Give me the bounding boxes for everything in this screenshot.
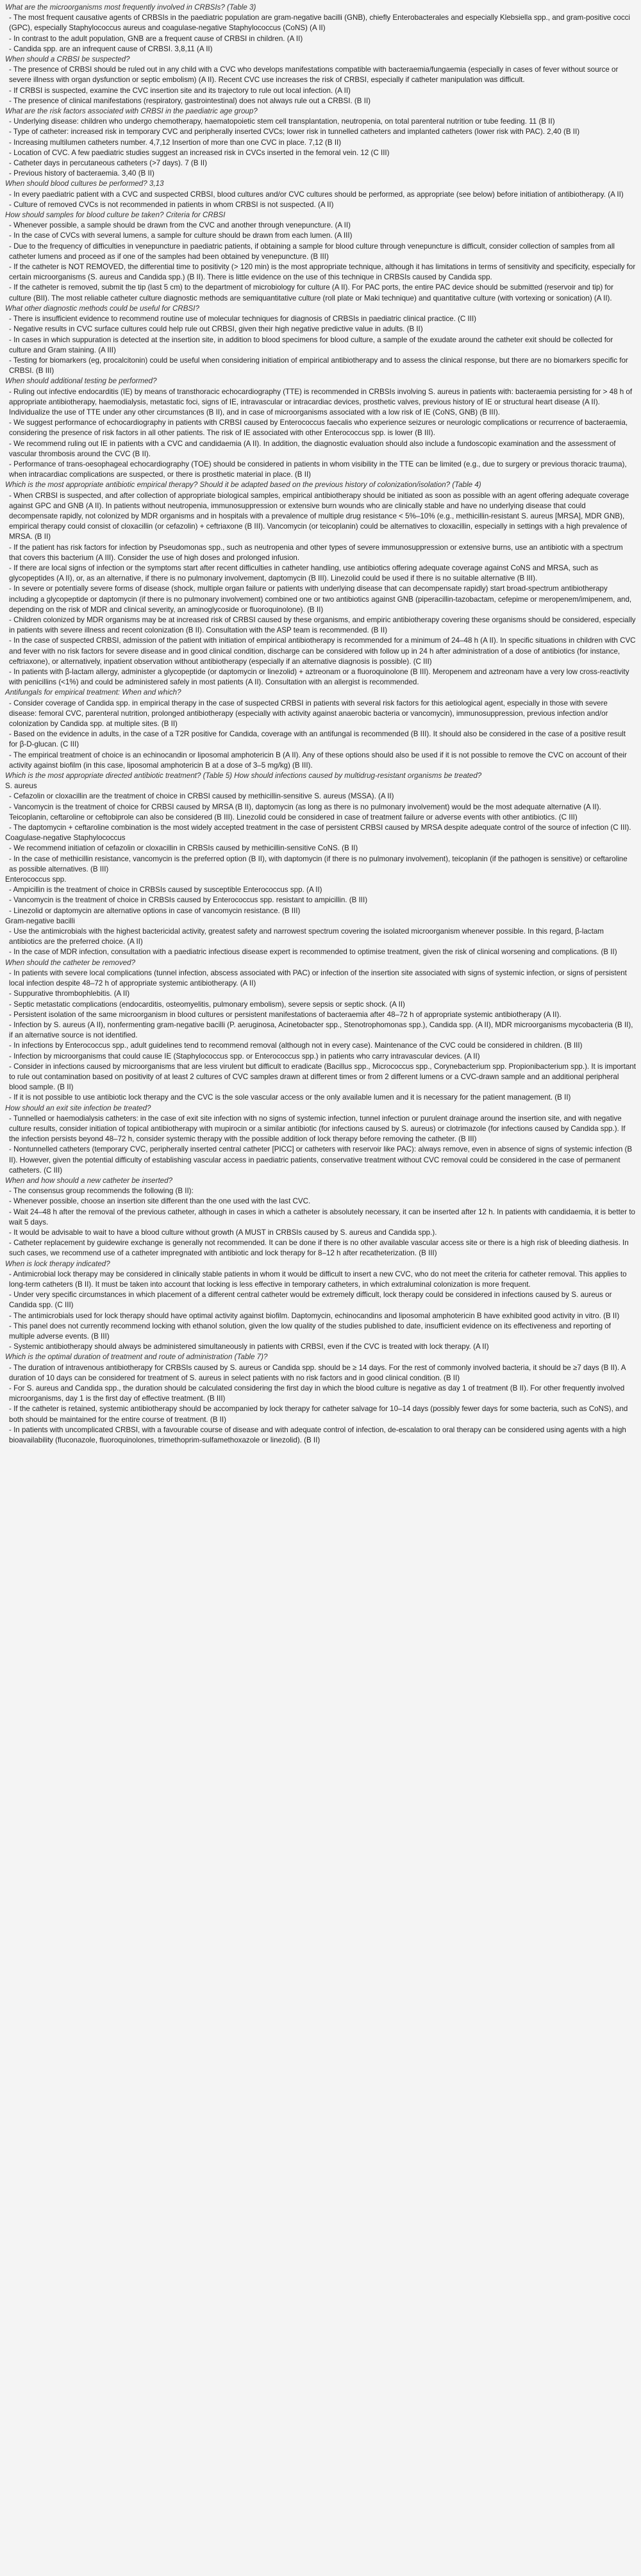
recommendation-item: - The daptomycin + ceftaroline combination is the most widely accepted treatment in the case of persistent CRBSI caused by MRSA despite adequate control of the source of infection (C III). xyxy=(9,823,631,832)
recommendation-item: - Testing for biomarkers (eg, procalcitonin) could be useful when considering initiation of empirical antibiotherapy and to assess the clinical response, but there are no biomarkers specific for CRBSI. (B III) xyxy=(9,356,628,376)
recommendation-item: - In the case of methicillin resistance, vancomycin is the preferred option (B II), with daptomycin (if there is no pulmonary involvement), teicoplanin (if the pathogen is sensitive) or ceftaroline as possible alternatives. (B III) xyxy=(9,854,628,873)
section-question: When and how should a new catheter be inserted? xyxy=(5,1176,173,1185)
section-question: How should an exit site infection be treated? xyxy=(5,1103,151,1112)
recommendation-item: - If it is not possible to use antibiotic lock therapy and the CVC is the sole vascular access or the only available lumen and it is necessary for the patient management. (B II) xyxy=(9,1093,571,1102)
recommendation-item: - Systemic antibiotherapy should always be administered simultaneously in patients with CRBSI, even if the CVC is treated with lock therapy. (A II) xyxy=(9,1342,489,1351)
recommendation-item: - We recommend ruling out IE in patients with a CVC and candidaemia (A II). In addition, the diagnostic evaluation should also include a fundoscopic examination and the assessment of vascular thrombosis around the CVC (B II). xyxy=(9,439,616,458)
section-question: When should blood cultures be performed? 3,13 xyxy=(5,179,164,188)
subsection-heading: Coagulase-negative Staphylococcus xyxy=(5,834,126,843)
recommendation-item: - Vancomycin is the treatment of choice in CRBSIs caused by Enterococcus spp. resistant to ampicillin. (B III) xyxy=(9,896,368,905)
recommendation-item: - Whenever possible, choose an insertion site different than the one used with the last CVC. xyxy=(9,1197,311,1206)
recommendation-item: - Consider in infections caused by microorganisms that are less virulent but difficult to eradicate (Bacillus spp., Micrococcus spp., Corynebacterium spp. Propionibacterium spp.). It is important to rule out contamination based on positivity of at least 2 cultures of CVC samples drawn at different times or from 2 different lumens or a CVC-drawn sample and an additional peripheral blood sample. (B II) xyxy=(9,1062,636,1092)
recommendation-item: - Wait 24–48 h after the removal of the previous catheter, although in cases in which a catheter is absolutely necessary, it can be inserted after 12 h. In patients with candidaemia, it is better to wait 5 days. xyxy=(9,1207,635,1226)
recommendation-item: - Location of CVC. A few paediatric studies suggest an increased risk in CVCs inserted in the femoral vein. 12 (C III) xyxy=(9,148,390,157)
section-question: Which is the most appropriate antibiotic empirical therapy? Should it be adapted based on the previous history of colonization/isolation? (Table 4) xyxy=(5,481,481,490)
recommendation-item: - Persistent isolation of the same microorganism in blood cultures or persistent manifestations of bacteraemia after 48–72 h of appropriate systemic antibiotherapy (A II). xyxy=(9,1010,562,1019)
recommendation-item: - Children colonized by MDR organisms may be at increased risk of CRBSI caused by these organisms, and empiric antibiotherapy covering these organisms should be considered, especially in patients with severe illness and recent colonization (B II). Consultation with the ASP team is recommended. (B II) xyxy=(9,615,636,635)
recommendation-item: - Underlying disease: children who undergo chemotherapy, haematopoietic stem cell transplantation, neutropenia, on total parenteral nutrition or tube feeding. 11 (B II) xyxy=(9,117,555,126)
recommendation-item: - Infection by microorganisms that could cause IE (Staphylococcus spp. or Enterococcus spp.) in patients who carry intravascular devices. (A II) xyxy=(9,1052,480,1061)
recommendation-item: - If the patient has risk factors for infection by Pseudomonas spp., such as neutropenia and other types of severe immunosuppression or extensive burns, use an antibiotic with a spectrum that covers this bacterium (A III). Consider the use of high doses and prolonged infusion. xyxy=(9,543,623,562)
recommendation-item: - Nontunnelled catheters (temporary CVC, peripherally inserted central catheter [PICC] or catheters with reservoir like PAC): always remove, even in absence of signs of systemic infection (B II). However, given the potential difficulty of establishing vascular access in paediatric patients, conservative treatment without CVC removal could be considered in the case of permanent catheters. (C III) xyxy=(9,1145,633,1175)
recommendation-item: - There is insufficient evidence to recommend routine use of molecular techniques for diagnosis of CRBSIs in paediatric clinical practice. (C III) xyxy=(9,315,477,324)
subsection-heading: S. aureus xyxy=(5,782,37,791)
recommendation-item: - The most frequent causative agents of CRBSIs in the paediatric population are gram-negative bacilli (GNB), chiefly Enterobacterales and especially Klebsiella spp., and gram-positive cocci (GPC), especially Staphylococcus aureus and coagulase-negative Staphylococcus (CoNS) (A II) xyxy=(9,13,631,33)
recommendation-item: - This panel does not currently recommend locking with ethanol solution, given the low quality of the studies published to date, insufficient evidence on its effectiveness and reporting of multiple adverse events. (B III) xyxy=(9,1321,612,1341)
recommendation-item: - Due to the frequency of difficulties in venepuncture in paediatric patients, if obtaining a sample for blood culture through venepuncture is difficult, consider collection of samples from all catheter lumens and proceed as if one of the samples had been obtained by venepuncture. (B III) xyxy=(9,242,615,261)
recommendation-item: - Ampicillin is the treatment of choice in CRBSIs caused by susceptible Enterococcus spp. (A II) xyxy=(9,886,322,895)
recommendation-item: - If there are local signs of infection or the symptoms start after recent difficulties in catheter handling, use antibiotics offering adequate coverage against CoNS and MRSA, such as glycopeptides (A II), or, as an alternative, if there is no pulmonary involvement, daptomycin (B III). Linezolid could be used if there is no suitable alternative (B III). xyxy=(9,563,599,583)
recommendation-item: - When CRBSI is suspected, and after collection of appropriate biological samples, empirical antibiotherapy should be initiated as soon as possible with an agent offering adequate coverage against GPC and GNB (A II). In patients without neutropenia, immunosuppression or extensive burn wounds who are clinically stable and have no underlying disease that could decompensate rapidly, not colonized by MDR organisms and in hospitals with a prevalence of multiple drug resistance < 5%–10% (e.g., methicillin-resistant S. aureus [MRSA], MDR GNB), empirical therapy could consist of cloxacillin (or cefazolin) + ceftriaxone (B III). Vancomycin (or teicoplanin) could be alternatives to cloxacillin, especially in settings with a high prevalence of MRSA. (B II) xyxy=(9,491,629,541)
recommendation-item: - Vancomycin is the treatment of choice for CRBSI caused by MRSA (B II), daptomycin (as long as there is no pulmonary involvement) would be the most adequate alternative (A II). Teicoplanin, ceftaroline or ceftobiprole can also be considered (B III). Linezolid could be considered in case of treatment failure or adverse events with other antibiotics. (C III) xyxy=(9,802,601,822)
subsection-heading: Gram-negative bacilli xyxy=(5,916,75,925)
recommendation-item: - Performance of trans-oesophageal echocardiography (TOE) should be considered in patients in whom visibility in the TTE can be limited (e.g., due to surgery or previous thoracic trauma), when intracardiac complications are suspected, or there is prosthetic material in place. (B II) xyxy=(9,459,627,479)
section-question: What are the microorganisms most frequently involved in CRBSIs? (Table 3) xyxy=(5,3,256,12)
recommendation-item: - In patients with severe local complications (tunnel infection, abscess associated with PAC) or infection of the insertion site associated with signs of systemic infection, or signs of persistent local infection despite 48–72 h of appropriate systemic antibiotherapy. (A II) xyxy=(9,968,627,988)
section-question: Which is the optimal duration of treatment and route of administration (Table 7)? xyxy=(5,1353,268,1362)
recommendation-item: - Cefazolin or cloxacillin are the treatment of choice in CRBSI caused by methicillin-sensitive S. aureus (MSSA). (A II) xyxy=(9,792,394,801)
recommendation-item: - For S. aureus and Candida spp., the duration should be calculated considering the first day in which the blood culture is negative as day 1 of treatment (B II). For other frequently involved microorganisms, day 1 is the first day of effective treatment. (B III) xyxy=(9,1384,625,1403)
recommendation-item: - In infections by Enterococcus spp., adult guidelines tend to recommend removal (although not in every case). Maintenance of the CVC could be considered in children. (B III) xyxy=(9,1041,583,1050)
recommendation-item: - In the case of MDR infection, consultation with a paediatric infectious disease expert is recommended to optimise treatment, given the risk of clinical worsening and complications. (B II) xyxy=(9,948,617,957)
recommendation-item: - In every paediatric patient with a CVC and suspected CRBSI, blood cultures and/or CVC cultures should be performed, as appropriate (see below) before initiation of antibiotherapy. (A II) xyxy=(9,190,624,199)
recommendation-item: - In patients with uncomplicated CRBSI, with a favourable course of disease and with adequate control of infection, de-escalation to oral therapy can be considered using agents with a high bioavailability (fluconazole, fluoroquinolones, trimethoprim-sulfamethoxazole or linezolid). (B II) xyxy=(9,1425,626,1445)
section-question: What are the risk factors associated with CRBSI in the paediatric age group? xyxy=(5,107,258,116)
recommendation-item: - Consider coverage of Candida spp. in empirical therapy in the case of suspected CRBSI in patients with several risk factors for this aetiological agent, especially in those with severe disease: femoral CVC, parenteral nutrition, prolonged antibiotherapy (especially with activity against anaerobic bacteria or vancomycin), immunosuppression, previous infection and/or colonization by Candida spp. at multiple sites. (B II) xyxy=(9,698,608,729)
section-question: When should additional testing be performed? xyxy=(5,377,157,386)
recommendation-item: - Culture of removed CVCs is not recommended in patients in whom CRBSI is not suspected. (A II) xyxy=(9,200,334,209)
recommendation-item: - Increasing multilumen catheters number. 4,7,12 Insertion of more than one CVC in place. 7,12 (B II) xyxy=(9,138,342,147)
recommendation-item: - Whenever possible, a sample should be drawn from the CVC and another through venepuncture. (A II) xyxy=(9,221,351,230)
section-question: When should a CRBSI be suspected? xyxy=(5,55,130,64)
recommendation-item: - The consensus group recommends the following (B II): xyxy=(9,1187,194,1196)
recommendation-item: - If the catheter is NOT REMOVED, the differential time to positivity (> 120 min) is the most appropriate technique, although it has limitations in terms of sensitivity and specificity, especially for certain microorganisms (S. aureus and Candida spp.) (B II). There is little evidence on the use of this technique in CRBSIs caused by Candida spp. xyxy=(9,263,636,282)
recommendation-item: - If the catheter is retained, systemic antibiotherapy should be accompanied by lock therapy for catheter salvage for 10–14 days (possibly fewer days for some bacteria, such as CoNS), and both should be maintained for the entire course of treatment. (B II) xyxy=(9,1405,628,1424)
recommendation-item: - Ruling out infective endocarditis (IE) by means of transthoracic echocardiography (TTE) is recommended in CRBSIs involving S. aureus in patients with: bacteraemia persisting for > 48 h of appropriate antibiotherapy, haemodialysis, metastatic foci, signs of IE, intravascular or intracardiac devices, prosthetic valves, previous history of IE or structural heart disease (A II). Individualize the use of TTE under any other circumstances (B II), and in case of microorganisms associated with a low risk of IE (CoNS, GNB) (B III). xyxy=(9,387,633,417)
section-question: What other diagnostic methods could be useful for CRBSI? xyxy=(5,304,199,313)
subsection-heading: Enterococcus spp. xyxy=(5,875,67,884)
section-question: Antifungals for empirical treatment: When and which? xyxy=(5,688,181,697)
recommendation-item: - Catheter days in percutaneous catheters (>7 days). 7 (B II) xyxy=(9,159,207,168)
recommendation-item: - Suppurative thrombophlebitis. (A II) xyxy=(9,989,130,998)
recommendation-item: - The antimicrobials used for lock therapy should have optimal activity against biofilm. Daptomycin, echinocandins and liposomal amphotericin B have exhibited good activity in vitro. (B II) xyxy=(9,1311,620,1320)
recommendation-item: - Tunnelled or haemodialysis catheters: in the case of exit site infection with no signs of systemic infection, tunnel infection or purulent drainage around the insertion site, and with negative culture results, consider initiation of topical antibiotherapy with mupirocin or a similar antibiotic (for infections caused by S. aureus) or clotrimazole (for infections caused by Candida spp.). If the infection persists beyond 48–72 h, consider systemic therapy with the possible addition of lock therapy before removing the catheter. (B III) xyxy=(9,1114,626,1144)
recommendation-item: - In contrast to the adult population, GNB are a frequent cause of CRBSI in children. (A II) xyxy=(9,34,303,43)
recommendation-item: - In the case of CVCs with several lumens, a sample for culture should be drawn from each lumen. (A III) xyxy=(9,231,353,240)
recommendation-item: - Previous history of bacteraemia. 3,40 (B II) xyxy=(9,169,154,178)
recommendation-item: - If CRBSI is suspected, examine the CVC insertion site and its trajectory to rule out local infection. (A II) xyxy=(9,86,351,95)
section-question: When is lock therapy indicated? xyxy=(5,1259,110,1268)
recommendation-item: - In patients with β-lactam allergy, administer a glycopeptide (or daptomycin or linezolid) + aztreonam or a fluoroquinolone (B III). Meropenem and aztreonam have a very low cross-reactivity with penicillins (<1%) and could be administered safely in most patients (A II). Consultation with an allergist is recommended. xyxy=(9,668,629,687)
recommendation-item: - Under very specific circumstances in which placement of a different central catheter would be extremely difficult, lock therapy could be considered in infections caused by S. aureus or Candida spp. (C III) xyxy=(9,1291,612,1310)
recommendation-item: - In severe or potentially severe forms of disease (shock, multiple organ failure or patients with underlying disease that can decompensate rapidly) start broad-spectrum antibiotherapy including a glycopeptide or daptomycin (if there is no pulmonary involvement) combined one or two antibiotics against GNB (piperacillin-tazobactam, cefepime or meropenem/imipenem, and, depending on the risk of MDR and clinical severity, an aminoglycoside or fluoroquinolone). (B II) xyxy=(9,584,632,614)
recommendation-item: - If the catheter is removed, submit the tip (last 5 cm) to the department of microbiology for culture (A II). For PAC ports, the entire PAC device should be submitted (reservoir and tip) for culture (BII). The most reliable catheter culture diagnostic methods are semiquantitative culture (roll plate or Maki technique) and quantitative culture (with vortexing or sonication) (A II). xyxy=(9,283,613,302)
recommendation-item: - Negative results in CVC surface cultures could help rule out CRBSI, given their high negative predictive value in adults. (B II) xyxy=(9,325,423,334)
recommendation-item: - The presence of CRBSI should be ruled out in any child with a CVC who develops manifestations compatible with bacteraemia/fungaemia (especially in cases of fever without source or severe illness with organ dysfunction or septic embolism) (A II). Recent CVC use increases the risk of CRBSI, especially if catheter manipulation was difficult. xyxy=(9,65,619,85)
recommendation-item: - Antimicrobial lock therapy may be considered in clinically stable patients in whom it would be difficult to insert a new CVC, who do not meet the criteria for catheter removal. This applies to long-term catheters (B II). It must be taken into account that locking is less effective in temporary catheters, in which extraluminal colonization is more frequent. xyxy=(9,1269,627,1289)
recommendation-item: - Catheter replacement by guidewire exchange is generally not recommended. It can be done if there is no other available vascular access site or there is a high risk of bleeding diathesis. In such cases, we recommend use of a catheter impregnated with antibiotic and lock therapy for 8–12 h after recatheterization. (B III) xyxy=(9,1239,629,1258)
section-question: When should the catheter be removed? xyxy=(5,958,136,967)
recommendation-item: - Septic metastatic complications (endocarditis, osteomyelitis, pulmonary embolism), severe sepsis or septic shock. (A II) xyxy=(9,1000,405,1009)
recommendation-item: - Infection by S. aureus (A II), nonfermenting gram-negative bacilli (P. aeruginosa, Acinetobacter spp., Stenotrophomonas spp.), Candida spp. (A II), MDR microorganisms mycobacteria (B II), if an alternative source is not identified. xyxy=(9,1020,633,1040)
recommendation-item: - In the case of suspected CRBSI, admission of the patient with initiation of empirical antibiotherapy is recommended for a minimum of 24–48 h (A II). In specific situations in children with CVC and fever with no risk factors for severe disease and in good clinical condition, discharge can be considered with follow up in 24 h after administration of a dose of antibiotics (for instance, ceftriaxone), or alternatively, inpatient observation without antibiotherapy (especially if an alternative diagnosis is possible). (C III) xyxy=(9,636,636,666)
recommendation-item: - The duration of intravenous antibiotherapy for CRBSIs caused by S. aureus or Candida spp. should be ≥ 14 days. For the rest of commonly involved bacteria, it should be ≥7 days (B II). A duration of 10 days can be considered for treatment of S. aureus in select patients with no risk factors and in good clinical condition. (B II) xyxy=(9,1363,626,1382)
section-question: Which is the most appropriate directed antibiotic treatment? (Table 5) How should infections caused by multidrug-resistant organisms be treated? xyxy=(5,772,482,780)
recommendation-item: - Based on the evidence in adults, in the case of a T2R positive for Candida, coverage with an antifungal is recommended (B III). It should also be considered in the case of a positive result for β-D-glucan. (C III) xyxy=(9,730,626,749)
recommendation-item: - It would be advisable to wait to have a blood culture without growth (A MUST in CRBSIs caused by S. aureus and Candida spp.). xyxy=(9,1228,437,1237)
recommendation-item: - Use the antimicrobials with the highest bactericidal activity, greatest safety and narrowest spectrum covering the isolated microorganism whenever possible. In this regard, β-lactam antibiotics are the preferred choice. (A II) xyxy=(9,927,604,946)
recommendation-item: - In cases in which suppuration is detected at the insertion site, in addition to blood specimens for blood culture, a sample of the exudate around the catheter exit should be collected for culture and Gram staining. (A III) xyxy=(9,335,613,354)
recommendation-item: - Candida spp. are an infrequent cause of CRBSI. 3,8,11 (A II) xyxy=(9,44,213,53)
recommendation-item: - We recommend initiation of cefazolin or cloxacillin in CRBSIs caused by methicillin-sensitive CoNS. (B II) xyxy=(9,844,358,853)
recommendation-item: - Linezolid or daptomycin are alternative options in case of vancomycin resistance. (B III) xyxy=(9,906,301,915)
recommendation-item: - The presence of clinical manifestations (respiratory, gastrointestinal) does not always rule out a CRBSI. (B II) xyxy=(9,96,371,105)
recommendation-item: - The empirical treatment of choice is an echinocandin or liposomal amphotericin B (A II). Any of these options should also be used if it is not possible to remove the CVC on account of their activity against biofilm (in this case, liposomal amphotericin B at a dose of 3–5 mg/kg) (B III). xyxy=(9,750,627,770)
section-question: How should samples for blood culture be taken? Criteria for CRBSI xyxy=(5,211,226,220)
recommendation-item: - We suggest performance of echocardiography in patients with CRBSI caused by Enterococcus faecalis who experience seizures or neurologic complications or recurrence of bacteraemia, considering the presence of risk factors in all other patients. The risk of IE associated with other Enterococcus spp. is lower (B III). xyxy=(9,418,628,438)
recommendation-item: - Type of catheter: increased risk in temporary CVC and peripherally inserted CVCs; lower risk in tunnelled catheters and implanted catheters (lower risk with PAC). 2,40 (B II) xyxy=(9,128,580,136)
